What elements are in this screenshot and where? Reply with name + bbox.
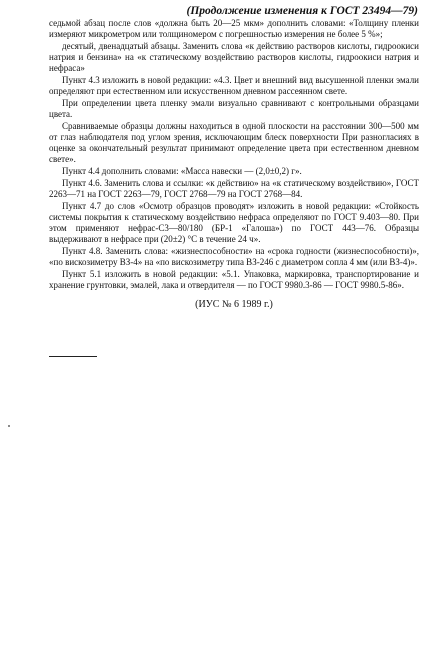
paragraph-6: Пункт 4.4 дополнить словами: «Масса навески — (2,0±0,2) г». (62, 166, 302, 176)
paragraph-2: десятый, двенадцатый абзацы. Заменить слова «к действию растворов кислоты, гидроокиси натрия и бензина» на «к статическому воздействию растворов кислоты, гидроокиси натрия и нефраса» (49, 41, 419, 73)
paragraph-8: Пункт 4.7 до слов «Осмотр образцов проводят» изложить в новой редакции: «Стойкость системы покрытия к статическому воздействию нефраса определяют по ГОСТ 9.403—80. При этом применяют нефрас-С3—80/180 (БР-1 «Галоша») по ГОСТ 443—76. Образцы выдерживают в нефрасе при (20±2) °С в течение 24 ч». (49, 201, 419, 244)
paragraph-1: седьмой абзац после слов «должна быть 20—25 мкм» дополнить словами: «Толщину пленки измеряют микрометром или толщиномером с погрешностью измерения не более 5 %»; (49, 18, 419, 39)
scan-speck (8, 425, 10, 427)
body-text (49, 18, 419, 311)
paragraph-5: Сравниваемые образцы должны находиться в одной плоскости на расстоянии 300—500 мм от глаз наблюдателя под углом зрения, исключающим блеск поверхности При разногласиях в оценке за окончательный результат принимают определение цвета при естественном дневном свете». (49, 121, 419, 164)
paragraph-4: При определении цвета пленку эмали визуально сравнивают с контрольными образцами цвета. (49, 98, 419, 119)
paragraph-7: Пункт 4.6. Заменить слова и ссылки: «к действию» на «к статическому воздействию», ГОСТ 2263—71 на ГОСТ 2263—79, ГОСТ 2768—79 на ГОСТ 2768—84. (49, 178, 419, 199)
paragraph-3: Пункт 4.3 изложить в новой редакции: «4.3. Цвет и внешний вид высушенной пленки эмали определяют при естественном или искусственном дневном рассеянном свете. (49, 75, 419, 96)
paragraph-9: Пункт 4.8. Заменить слова: «жизнеспособности» на «срока годности (жизнеспособности)», «по вискозиметру ВЗ-4» на «по вискозиметру типа ВЗ-246 с диаметром сопла 4 мм (или ВЗ-4)». (49, 246, 419, 267)
page-header: (Продолжение изменения к ГОСТ 23494—79) (186, 5, 418, 17)
source-reference: (ИУС № 6 1989 г.) (195, 299, 273, 310)
divider-line (49, 356, 97, 357)
paragraph-10: Пункт 5.1 изложить в новой редакции: «5.1. Упаковка, маркировка, транспортирование и хранение грунтовки, эмалей, лака и отвердителя — по ГОСТ 9980.3-86 — ГОСТ 9980.5-86». (49, 269, 419, 290)
